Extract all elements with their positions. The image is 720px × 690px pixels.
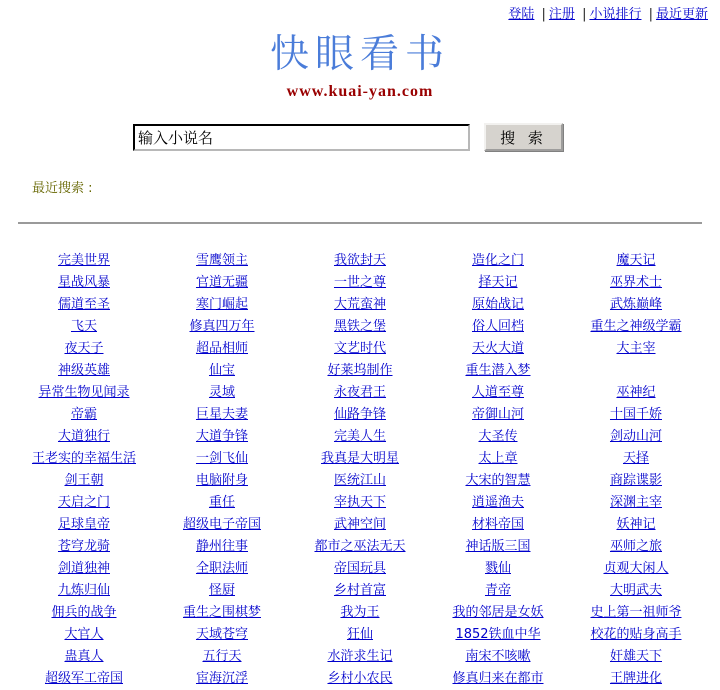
grid-cell <box>429 382 567 404</box>
grid-cell <box>429 294 567 316</box>
novel-link[interactable]: 天择 <box>622 451 649 466</box>
novel-link[interactable]: 天火大道 <box>471 341 524 356</box>
novel-link[interactable]: 宦海沉浮 <box>195 671 248 686</box>
novel-link[interactable]: 帝霸 <box>70 407 97 422</box>
novel-link[interactable]: 神级英雄 <box>57 363 110 378</box>
divider-line <box>18 222 702 224</box>
novel-link[interactable]: 乡村首富 <box>333 583 386 598</box>
grid-cell <box>153 360 291 382</box>
novel-link[interactable]: 都市之巫法无天 <box>314 539 406 554</box>
grid-cell <box>567 338 705 360</box>
grid-cell <box>567 250 705 272</box>
grid-cell <box>291 624 429 646</box>
grid-cell <box>567 492 705 514</box>
grid-cell <box>15 558 153 580</box>
novel-link[interactable]: 静州往事 <box>195 539 248 554</box>
novel-link[interactable]: 水浒求生记 <box>327 649 393 664</box>
grid-cell <box>567 602 705 624</box>
novel-link[interactable]: 大明武夫 <box>609 583 662 598</box>
grid-cell <box>429 404 567 426</box>
novel-link[interactable]: 苍穹龙骑 <box>57 539 110 554</box>
grid-cell <box>291 646 429 668</box>
grid-row <box>15 492 705 514</box>
grid-cell <box>567 470 705 492</box>
novel-link[interactable]: 超级电子帝国 <box>182 517 261 532</box>
novel-link[interactable]: 蛊真人 <box>64 649 104 664</box>
grid-cell <box>15 536 153 558</box>
nav-separator: | <box>644 7 653 22</box>
grid-cell <box>567 536 705 558</box>
novel-link[interactable]: 人道至尊 <box>471 385 524 400</box>
novel-link[interactable]: 大圣传 <box>478 429 518 444</box>
grid-cell <box>567 316 705 338</box>
grid-cell <box>15 250 153 272</box>
grid-cell <box>567 580 705 602</box>
grid-cell <box>429 668 567 690</box>
grid-cell <box>291 668 429 690</box>
novel-link[interactable]: 永夜君王 <box>333 385 386 400</box>
novel-link[interactable]: 择天记 <box>478 275 518 290</box>
novel-link[interactable]: 巫界术士 <box>609 275 662 290</box>
grid-cell <box>153 646 291 668</box>
grid-cell <box>153 492 291 514</box>
grid-cell <box>15 624 153 646</box>
grid-row <box>15 382 705 404</box>
novel-link[interactable]: 修真四万年 <box>189 319 255 334</box>
grid-cell <box>429 624 567 646</box>
novel-link[interactable]: 大宋的智慧 <box>465 473 531 488</box>
grid-cell <box>291 338 429 360</box>
grid-cell <box>567 426 705 448</box>
grid-cell <box>291 426 429 448</box>
grid-cell <box>15 580 153 602</box>
novel-link[interactable]: 大道争锋 <box>195 429 248 444</box>
grid-cell <box>429 338 567 360</box>
novel-link[interactable]: 深渊主宰 <box>609 495 662 510</box>
novel-link[interactable]: 好莱坞制作 <box>327 363 393 378</box>
novel-link[interactable]: 九炼归仙 <box>57 583 110 598</box>
grid-cell <box>153 558 291 580</box>
grid-cell <box>153 316 291 338</box>
grid-cell <box>15 448 153 470</box>
grid-cell <box>567 646 705 668</box>
grid-row <box>15 338 705 360</box>
grid-cell <box>15 404 153 426</box>
novel-link[interactable]: 一剑飞仙 <box>195 451 248 466</box>
grid-cell <box>567 404 705 426</box>
grid-cell <box>15 668 153 690</box>
grid-cell <box>291 360 429 382</box>
novel-link[interactable]: 太上章 <box>478 451 518 466</box>
novel-link[interactable]: 修真归来在都市 <box>452 671 544 686</box>
grid-cell <box>567 382 705 404</box>
novel-link[interactable]: 完美人生 <box>333 429 386 444</box>
grid-cell <box>429 558 567 580</box>
novel-link[interactable]: 灵域 <box>208 385 235 400</box>
grid-cell <box>429 272 567 294</box>
novel-link[interactable]: 一世之尊 <box>333 275 386 290</box>
novel-link[interactable]: 校花的贴身高手 <box>590 627 682 642</box>
nav-link[interactable]: 登陆 <box>508 7 535 22</box>
grid-cell <box>15 426 153 448</box>
novel-link[interactable]: 佣兵的战争 <box>51 605 117 620</box>
novel-link[interactable]: 宰执天下 <box>333 495 386 510</box>
grid-row <box>15 250 705 272</box>
novel-link[interactable]: 仙路争锋 <box>333 407 386 422</box>
novel-link[interactable]: 造化之门 <box>471 253 524 268</box>
novel-link[interactable]: 重生潜入梦 <box>465 363 531 378</box>
grid-cell <box>429 514 567 536</box>
novel-link[interactable]: 大荒蛮神 <box>333 297 386 312</box>
search-input[interactable] <box>133 124 470 151</box>
grid-cell <box>291 514 429 536</box>
grid-cell <box>291 316 429 338</box>
grid-cell <box>153 536 291 558</box>
novel-link[interactable]: 狂仙 <box>346 627 373 642</box>
novel-link[interactable]: 商踪谍影 <box>609 473 662 488</box>
nav-link[interactable]: 注册 <box>548 7 575 22</box>
novel-link[interactable]: 异常生物见闻录 <box>38 385 130 400</box>
novel-link[interactable]: 十国千娇 <box>609 407 662 422</box>
grid-cell <box>291 404 429 426</box>
novel-link[interactable]: 帝御山河 <box>471 407 524 422</box>
grid-cell <box>15 294 153 316</box>
grid-cell <box>429 580 567 602</box>
grid-cell <box>15 470 153 492</box>
novel-link[interactable]: 儒道至圣 <box>57 297 110 312</box>
novel-link[interactable]: 巫师之旅 <box>609 539 662 554</box>
novel-link[interactable]: 电脑附身 <box>195 473 248 488</box>
grid-cell <box>429 602 567 624</box>
novel-link[interactable]: 魔天记 <box>616 253 656 268</box>
grid-cell <box>153 294 291 316</box>
grid-cell <box>15 382 153 404</box>
novel-link[interactable]: 武神空间 <box>333 517 386 532</box>
top-nav <box>0 0 720 23</box>
novel-link[interactable]: 大官人 <box>64 627 104 642</box>
grid-row <box>15 602 705 624</box>
recent-search-label: 最近搜索 : <box>32 181 93 196</box>
grid-cell <box>153 580 291 602</box>
novel-link[interactable]: 王牌进化 <box>609 671 662 686</box>
grid-cell <box>291 470 429 492</box>
novel-link[interactable]: 逍遥渔夫 <box>471 495 524 510</box>
novel-link[interactable]: 史上第一祖师爷 <box>590 605 682 620</box>
grid-cell <box>15 360 153 382</box>
novel-link[interactable]: 王老实的幸福生活 <box>31 451 136 466</box>
novel-link[interactable]: 重生之围棋梦 <box>182 605 261 620</box>
site-title: 快眼看书 <box>269 33 450 76</box>
novel-link[interactable]: 俗人回档 <box>471 319 524 334</box>
novel-link[interactable]: 南宋不咳嗽 <box>465 649 531 664</box>
grid-cell <box>567 272 705 294</box>
novel-grid <box>15 250 705 690</box>
novel-link[interactable]: 我欲封天 <box>333 253 386 268</box>
novel-link[interactable]: 超级军工帝国 <box>44 671 123 686</box>
grid-cell <box>153 448 291 470</box>
grid-cell <box>15 492 153 514</box>
novel-link[interactable]: 神话版三国 <box>465 539 531 554</box>
grid-cell <box>15 602 153 624</box>
novel-link[interactable]: 重任 <box>208 495 235 510</box>
grid-cell <box>291 602 429 624</box>
novel-link[interactable]: 黑铁之堡 <box>333 319 386 334</box>
novel-link[interactable]: 1852铁血中华 <box>455 627 541 642</box>
novel-link[interactable]: 五行天 <box>202 649 242 664</box>
grid-cell <box>153 382 291 404</box>
nav-link[interactable]: 小说排行 <box>589 7 642 22</box>
grid-cell <box>153 272 291 294</box>
search-form <box>0 123 720 151</box>
grid-cell <box>429 426 567 448</box>
grid-cell <box>15 646 153 668</box>
novel-link[interactable]: 武炼巅峰 <box>609 297 662 312</box>
grid-cell <box>429 536 567 558</box>
novel-link[interactable]: 乡村小农民 <box>327 671 393 686</box>
novel-link[interactable]: 天域苍穹 <box>195 627 248 642</box>
novel-link[interactable]: 夜天子 <box>64 341 104 356</box>
grid-cell <box>567 448 705 470</box>
novel-link[interactable]: 我的邻居是女妖 <box>452 605 544 620</box>
novel-link[interactable]: 仙宝 <box>208 363 235 378</box>
grid-row <box>15 624 705 646</box>
novel-link[interactable]: 巨星夫妻 <box>195 407 248 422</box>
novel-link[interactable]: 全职法师 <box>195 561 248 576</box>
novel-link[interactable]: 重生之神级学霸 <box>590 319 682 334</box>
grid-cell <box>429 448 567 470</box>
novel-link[interactable]: 官道无疆 <box>195 275 248 290</box>
grid-cell <box>567 558 705 580</box>
grid-cell <box>567 668 705 690</box>
grid-row <box>15 426 705 448</box>
nav-separator: | <box>577 7 587 22</box>
novel-link[interactable]: 天启之门 <box>57 495 110 510</box>
novel-link[interactable]: 文艺时代 <box>333 341 386 356</box>
grid-row <box>15 646 705 668</box>
grid-cell <box>429 492 567 514</box>
novel-link[interactable]: 剑道独神 <box>57 561 110 576</box>
novel-link[interactable]: 我真是大明星 <box>320 451 399 466</box>
novel-link[interactable]: 超品相师 <box>195 341 248 356</box>
novel-link[interactable]: 怪厨 <box>208 583 235 598</box>
grid-cell <box>153 338 291 360</box>
nav-separator: | <box>537 7 546 22</box>
grid-cell <box>15 338 153 360</box>
grid-cell <box>291 294 429 316</box>
novel-link[interactable]: 青帝 <box>484 583 511 598</box>
novel-link[interactable]: 原始战记 <box>471 297 524 312</box>
novel-link[interactable]: 寒门崛起 <box>195 297 248 312</box>
grid-cell <box>153 250 291 272</box>
grid-cell <box>291 272 429 294</box>
grid-row <box>15 294 705 316</box>
grid-cell <box>567 294 705 316</box>
novel-link[interactable]: 材料帝国 <box>471 517 524 532</box>
grid-row <box>15 470 705 492</box>
grid-cell <box>429 470 567 492</box>
novel-link[interactable]: 大主宰 <box>616 341 656 356</box>
grid-row <box>15 536 705 558</box>
grid-cell <box>567 624 705 646</box>
grid-cell <box>567 360 705 382</box>
grid-cell <box>291 536 429 558</box>
site-url: www.kuai-yan.com <box>286 83 434 100</box>
grid-row <box>15 580 705 602</box>
grid-cell <box>291 558 429 580</box>
grid-cell <box>429 316 567 338</box>
grid-cell <box>153 624 291 646</box>
grid-cell <box>153 404 291 426</box>
grid-row <box>15 272 705 294</box>
grid-cell <box>291 580 429 602</box>
grid-cell <box>153 514 291 536</box>
novel-link[interactable]: 贞观大闲人 <box>603 561 669 576</box>
grid-row <box>15 558 705 580</box>
grid-row <box>15 404 705 426</box>
novel-link[interactable]: 大道独行 <box>57 429 110 444</box>
grid-cell <box>153 426 291 448</box>
novel-link[interactable]: 戮仙 <box>484 561 511 576</box>
novel-link[interactable]: 巫神纪 <box>616 385 656 400</box>
novel-link[interactable]: 足球皇帝 <box>57 517 110 532</box>
grid-row <box>15 360 705 382</box>
novel-link[interactable]: 剑动山河 <box>609 429 662 444</box>
search-button[interactable]: 搜 索 <box>484 123 563 151</box>
grid-cell <box>15 272 153 294</box>
novel-link[interactable]: 雪鹰领主 <box>195 253 248 268</box>
novel-link[interactable]: 医统江山 <box>333 473 386 488</box>
novel-link[interactable]: 星战风暴 <box>57 275 110 290</box>
novel-link[interactable]: 剑王朝 <box>64 473 104 488</box>
grid-row <box>15 316 705 338</box>
grid-cell <box>291 250 429 272</box>
grid-cell <box>153 602 291 624</box>
grid-cell <box>291 382 429 404</box>
grid-cell <box>567 514 705 536</box>
grid-cell <box>153 470 291 492</box>
grid-cell <box>429 250 567 272</box>
novel-link[interactable]: 完美世界 <box>57 253 110 268</box>
grid-cell <box>153 668 291 690</box>
grid-cell <box>291 492 429 514</box>
grid-cell <box>429 360 567 382</box>
grid-cell <box>291 448 429 470</box>
novel-link[interactable]: 我为王 <box>340 605 380 620</box>
grid-cell <box>15 514 153 536</box>
novel-link[interactable]: 奸雄天下 <box>609 649 662 664</box>
novel-link[interactable]: 飞天 <box>70 319 97 334</box>
grid-row <box>15 514 705 536</box>
grid-cell <box>15 316 153 338</box>
nav-link[interactable]: 最近更新 <box>655 7 708 22</box>
grid-row <box>15 668 705 690</box>
grid-cell <box>429 646 567 668</box>
novel-link[interactable]: 妖神记 <box>616 517 656 532</box>
grid-row <box>15 448 705 470</box>
novel-link[interactable]: 帝国玩具 <box>333 561 386 576</box>
